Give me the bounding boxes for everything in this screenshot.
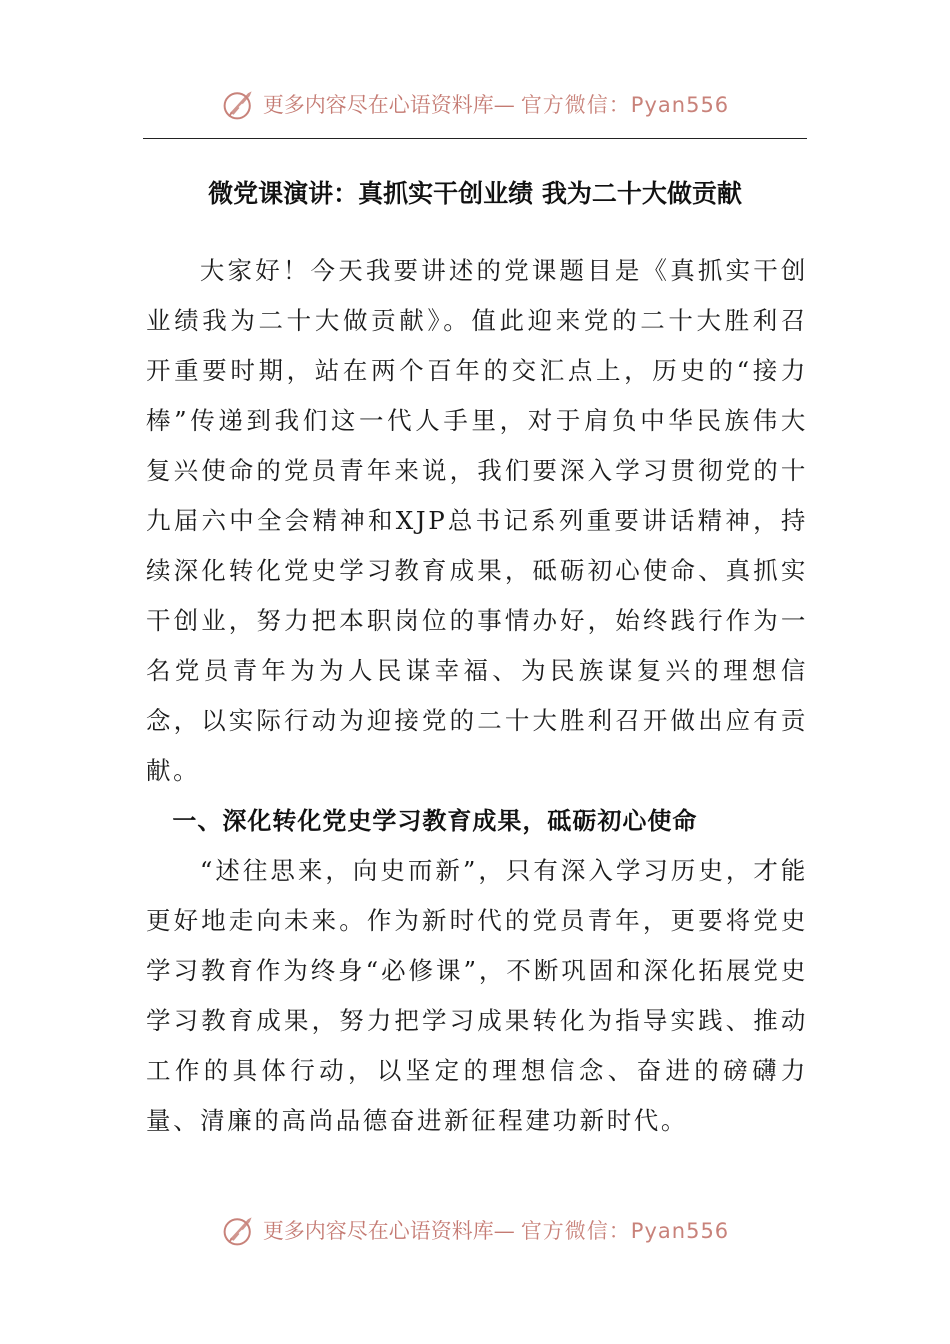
header-wechat-text: 官方微信：Pyan556 [520,93,730,117]
header-divider [143,138,807,139]
quill-pen-logo-icon [221,86,257,122]
header-watermark [221,86,729,122]
section-1-paragraph: “述往思来，向史而新”，只有深入学习历史，才能更好地走向未来。作为新时代的党员青年，更要将党史学习教育作为终身“必修课”，不断巩固和深化拓展党史学习教育成果，努力把学习成果转化为指导实践、推动工作的具体行动，以坚定的理想信念、奋进的磅礴力量、清廉的高尚品德奋进新征程建功新时代。 [146,856,808,1135]
section-1-heading: 一、深化转化党史学习教育成果，砥砺初心使命 [172,807,698,835]
footer-watermark [221,1212,729,1248]
footer-wechat-text: 官方微信：Pyan556 [520,1219,730,1243]
footer-site-text: 更多内容尽在心语资料库— [262,1219,515,1243]
page-footer [0,1208,950,1252]
quill-pen-logo-icon [221,1212,257,1248]
document-body [146,246,808,1146]
intro-paragraph: 大家好！今天我要讲述的党课题目是《真抓实干创业绩我为二十大做贡献》。值此迎来党的二十大胜利召开重要时期，站在两个百年的交汇点上，历史的“接力棒”传递到我们这一代人手里，对于肩负中华民族伟大复兴使命的党员青年来说，我们要深入学习贯彻党的十九届六中全会精神和XJP总书记系列重要讲话精神，持续深化转化党史学习教育成果，砥砺初心使命、真抓实干创业，努力把本职岗位的事情办好，始终践行作为一名党员青年为为人民谋幸福、为民族谋复兴的理想信念，以实际行动为迎接党的二十大胜利召开做出应有贡献。 [146,256,808,785]
page-header [0,82,950,126]
document-title: 微党课演讲：真抓实干创业绩 我为二十大做贡献 [208,179,742,208]
header-site-text: 更多内容尽在心语资料库— [262,93,515,117]
